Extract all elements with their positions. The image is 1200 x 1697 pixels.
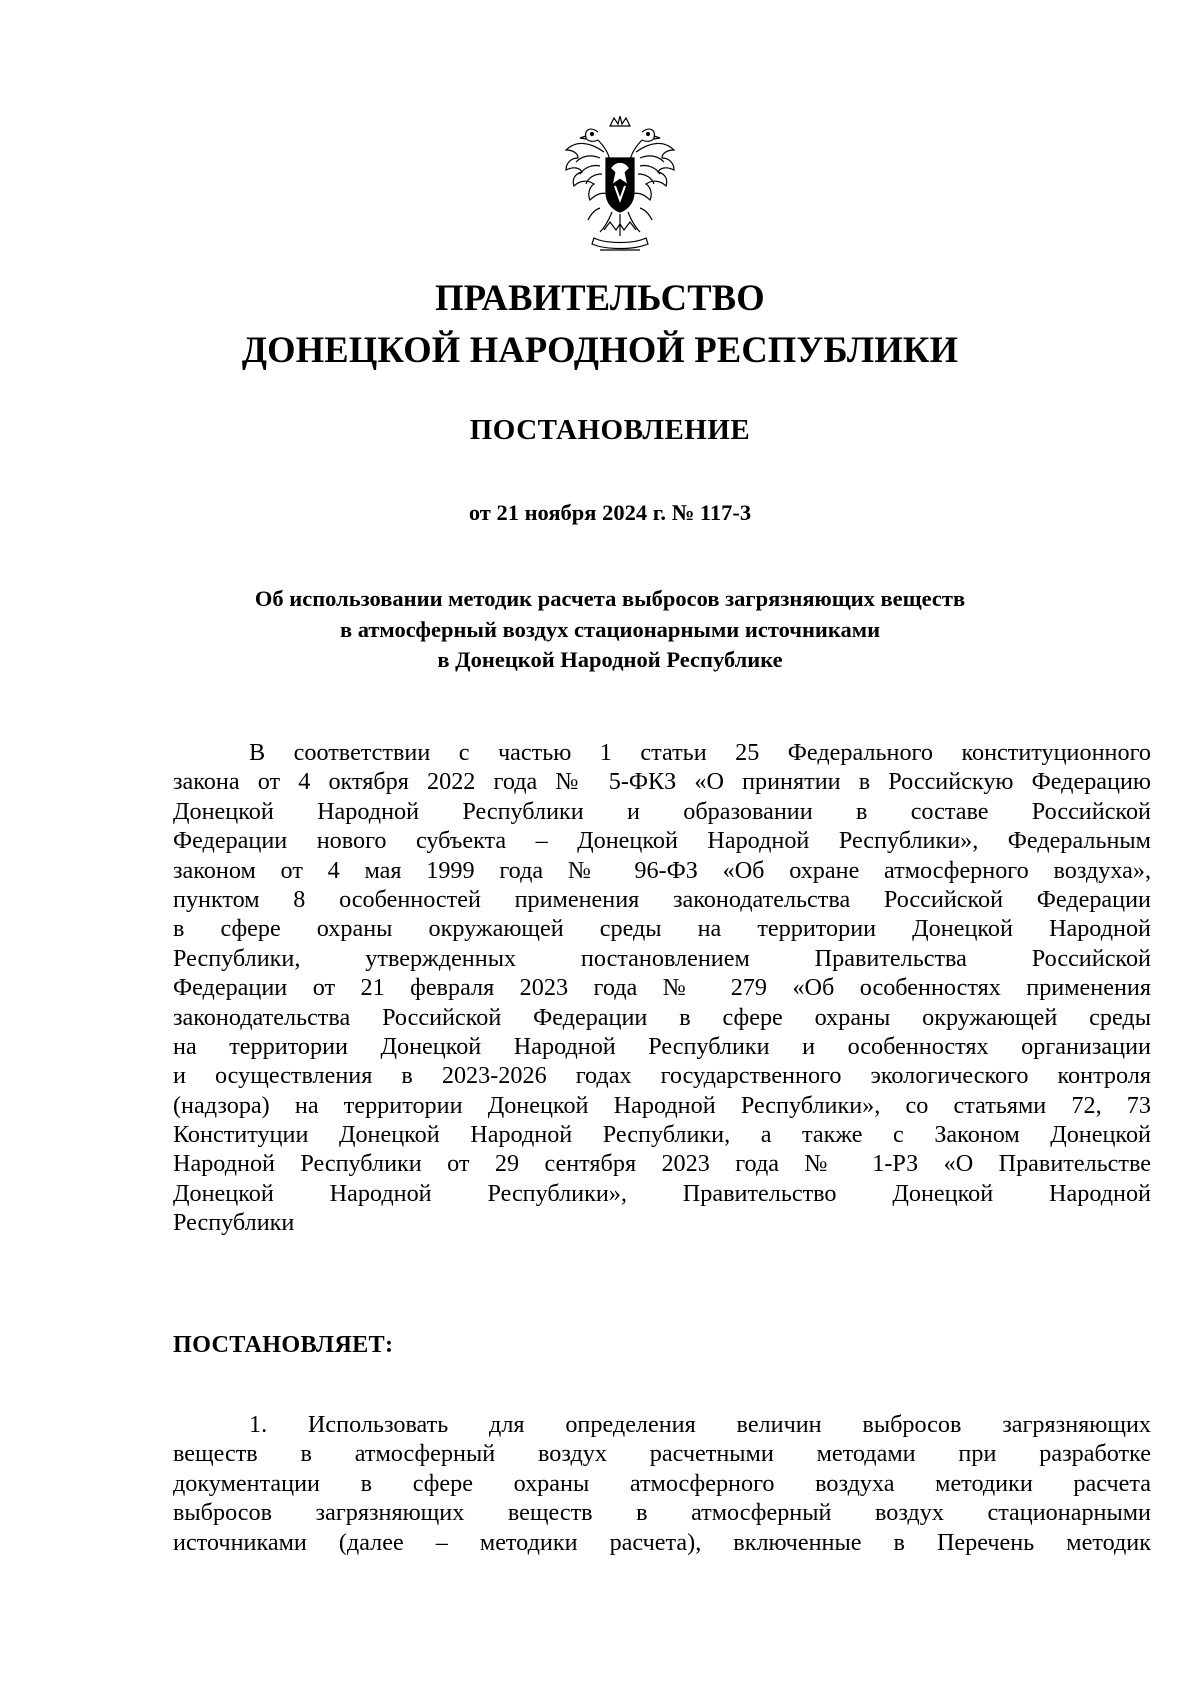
paragraph-line: Федерации нового субъекта – Донецкой Народной Республики», Федеральным — [173, 827, 1151, 855]
decree-heading: ПОСТАНОВЛЯЕТ: — [173, 1331, 394, 1358]
item-1-paragraph — [173, 1410, 1151, 1557]
preamble-paragraph — [173, 738, 1151, 1238]
paragraph-line: (надзора) на территории Донецкой Народной Республики», со статьями 72, 73 — [173, 1091, 1151, 1119]
paragraph-line: Донецкой Народной Республики», Правительство Донецкой Народной — [173, 1179, 1151, 1207]
paragraph-line: и осуществления в 2023-2026 годах государственного экологического контроля — [173, 1062, 1151, 1090]
subject-line: Об использовании методик расчета выбросов загрязняющих веществ — [254, 586, 966, 611]
paragraph-line: в сфере охраны окружающей среды на территории Донецкой Народной — [173, 915, 1151, 943]
government-title-line1: ПРАВИТЕЛЬСТВО — [435, 277, 765, 318]
paragraph-line: выбросов загрязняющих веществ в атмосферный воздух стационарными — [173, 1499, 1151, 1527]
paragraph-line: Донецкой Народной Республики и образовании в составе Российской — [173, 797, 1151, 825]
paragraph-line: Республики, утвержденных постановлением Правительства Российской — [173, 944, 1151, 972]
paragraph-line: В соответствии с частью 1 статьи 25 Федерального конституционного — [249, 739, 1151, 766]
paragraph-line: веществ в атмосферный воздух расчетными методами при разработке — [173, 1440, 1151, 1468]
coat-of-arms-icon — [560, 112, 680, 257]
subject-line: в атмосферный воздух стационарными источниками — [339, 616, 881, 642]
paragraph-line: источниками (далее – методики расчета), включенные в Перечень методик — [173, 1528, 1151, 1556]
government-title — [100, 272, 1100, 376]
paragraph-line: законом от 4 мая 1999 года № 96-ФЗ «Об охране атмосферного воздуха», — [173, 856, 1151, 884]
paragraph-line: 1. Использовать для определения величин выбросов загрязняющих — [249, 1411, 1151, 1438]
paragraph-line: документации в сфере охраны атмосферного воздуха методики расчета — [173, 1469, 1151, 1497]
subject-line: в Донецкой Народной Республике — [437, 647, 783, 672]
paragraph-line: пунктом 8 особенностей применения законодательства Российской Федерации — [173, 885, 1151, 913]
paragraph-line: закона от 4 октября 2022 года № 5-ФКЗ «О принятии в Российскую Федерацию — [173, 768, 1151, 796]
paragraph-line: законодательства Российской Федерации в сфере охраны окружающей среды — [173, 1003, 1151, 1031]
paragraph-line: на территории Донецкой Народной Республики и особенностях организации — [173, 1032, 1151, 1060]
document-type: ПОСТАНОВЛЕНИЕ — [469, 414, 751, 446]
paragraph-line: Республики — [173, 1209, 295, 1237]
paragraph-line: Конституции Донецкой Народной Республики, а также с Законом Донецкой — [173, 1121, 1151, 1149]
paragraph-line: Народной Республики от 29 сентября 2023 года № 1-РЗ «О Правительстве — [173, 1150, 1151, 1178]
document-date-number: от 21 ноября 2024 г. № 117-3 — [468, 500, 752, 525]
paragraph-line: Федерации от 21 февраля 2023 года № 279 «Об особенностях применения — [173, 974, 1151, 1002]
document-subject — [100, 584, 1120, 676]
government-title-line2: ДОНЕЦКОЙ НАРОДНОЙ РЕСПУБЛИКИ — [241, 329, 959, 370]
